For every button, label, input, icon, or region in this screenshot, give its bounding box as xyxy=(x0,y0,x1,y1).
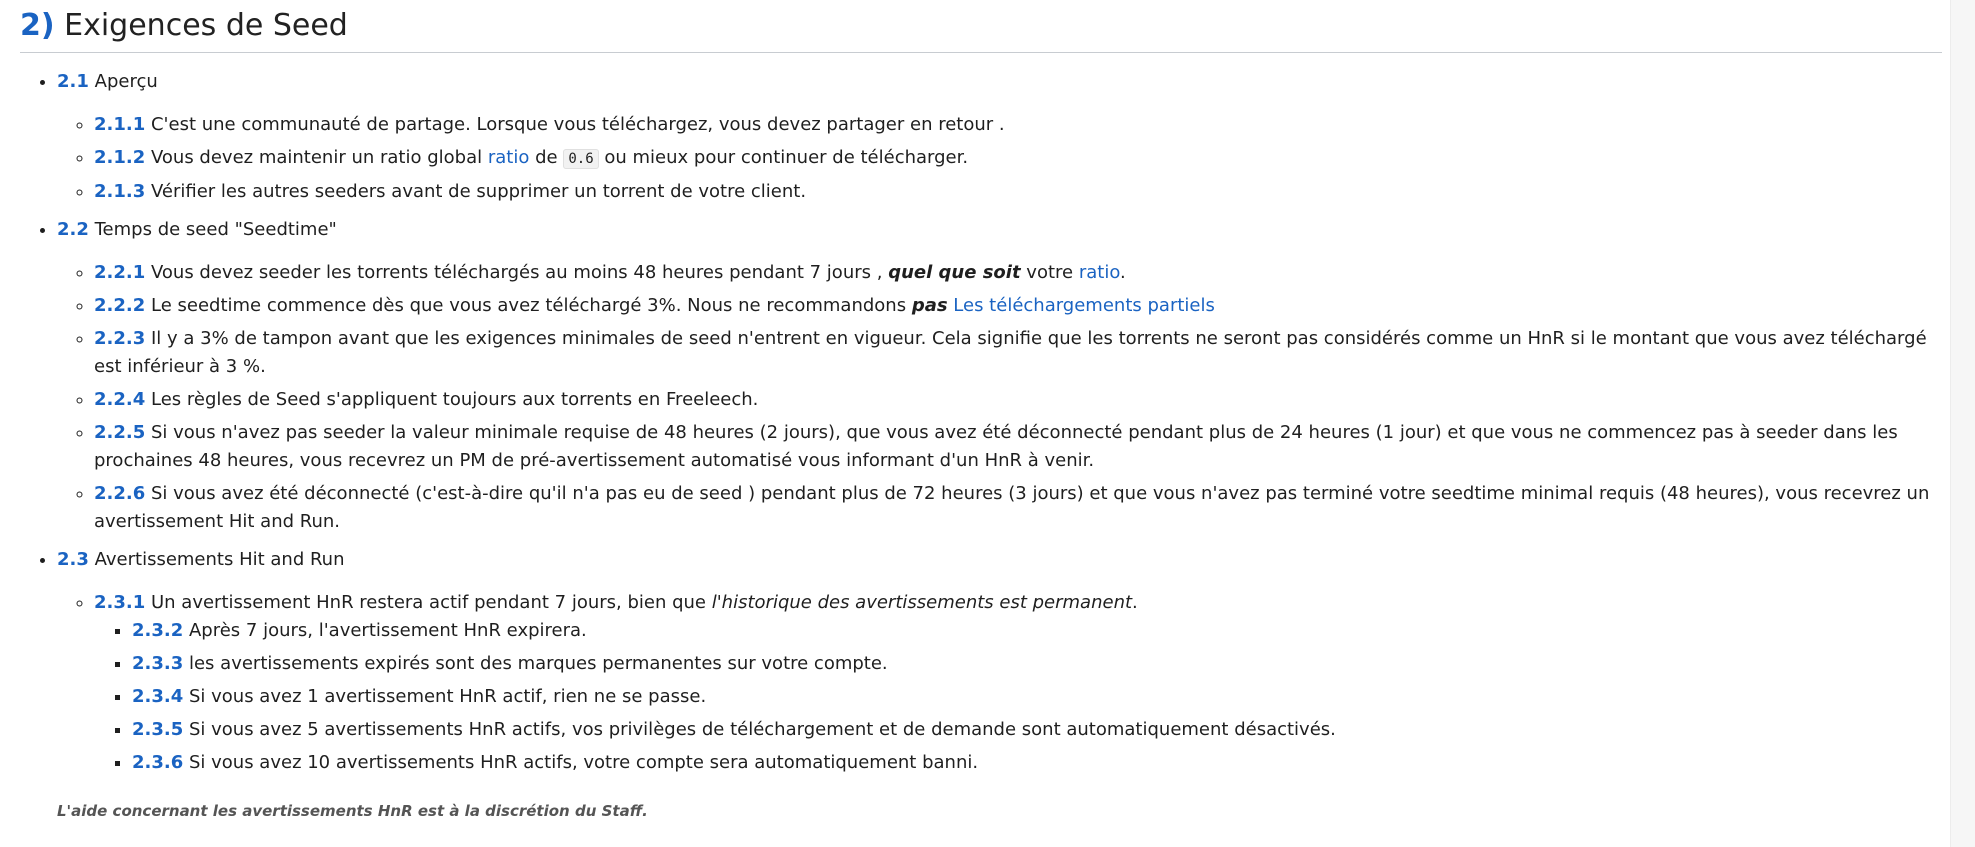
rule-text: Il y a 3% de tampon avant que les exigences minimales de seed n'entrent en vigueur. Cela signifie que les torrents ne seront pas considérés comme un HnR si le montant que vous avez téléchargé est inférieur à 3 %. xyxy=(94,328,1927,377)
rule-text: Vérifier les autres seeders avant de supprimer un torrent de votre client. xyxy=(150,181,807,202)
section-heading xyxy=(20,0,1942,53)
rule-number-link[interactable]: 2.1.1 xyxy=(94,114,146,135)
rule-number-link[interactable]: 2.3.5 xyxy=(132,719,184,740)
partial-downloads-link[interactable]: Les téléchargements partiels xyxy=(953,295,1215,316)
rule-item xyxy=(132,650,1942,678)
rule-item xyxy=(94,178,1942,206)
rule-text: Vous devez seeder les torrents téléchargés au moins 48 heures pendant 7 jours , xyxy=(150,262,883,283)
rule-number-link[interactable]: 2.3.1 xyxy=(94,592,146,613)
rule-item xyxy=(94,480,1942,536)
rules-content xyxy=(20,0,1942,825)
page-scrollbar[interactable] xyxy=(1950,0,1975,847)
section-2-2 xyxy=(57,216,1942,536)
rule-number-link[interactable]: 2.2.3 xyxy=(94,328,146,349)
sublist xyxy=(57,111,1942,206)
rule-number-link[interactable]: 2.3.6 xyxy=(132,752,184,773)
rule-item xyxy=(94,589,1942,777)
rule-number-link[interactable]: 2.3.2 xyxy=(132,620,184,641)
rule-text: Les règles de Seed s'appliquent toujours aux torrents en Freeleech. xyxy=(150,389,759,410)
rule-text: . xyxy=(1120,262,1126,283)
rule-item xyxy=(94,419,1942,475)
section-2-1 xyxy=(57,68,1942,206)
sublist xyxy=(57,589,1942,777)
section-number-link[interactable]: 2.3 xyxy=(57,549,89,570)
rule-text: Après 7 jours, l'avertissement HnR expirera. xyxy=(188,620,587,641)
rule-text: de xyxy=(535,147,558,168)
rule-number-link[interactable]: 2.3.3 xyxy=(132,653,184,674)
rule-item xyxy=(94,144,1942,173)
rule-text: Si vous n'avez pas seeder la valeur minimale requise de 48 heures (2 jours), que vous avez été déconnecté pendant plus de 24 heures (1 jour) et que vous ne commencez pas à seeder dans les prochaines 48 heures, vous recevrez un PM de pré-avertissement automatisé vous informant d'un HnR à venir. xyxy=(94,422,1898,471)
section-title-text: Aperçu xyxy=(94,71,158,92)
section-number-link[interactable]: 2.1 xyxy=(57,71,89,92)
rule-text: Si vous avez 1 avertissement HnR actif, rien ne se passe. xyxy=(188,686,707,707)
rule-text: Un avertissement HnR restera actif pendant 7 jours, bien que xyxy=(150,592,706,613)
section-title xyxy=(57,216,1942,244)
emphasis-text: quel que soit xyxy=(888,262,1021,283)
emphasis-text: pas xyxy=(911,295,948,316)
rules-list xyxy=(20,68,1942,777)
rule-text: Si vous avez 5 avertissements HnR actifs, vos privilèges de téléchargement et de demande sont automatiquement désactivés. xyxy=(188,719,1336,740)
emphasis-text: l'historique des avertissements est permanent xyxy=(711,592,1133,613)
rule-item xyxy=(94,292,1942,320)
heading-title: Exigences de Seed xyxy=(64,8,348,43)
rule-text: Si vous avez 10 avertissements HnR actifs, votre compte sera automatiquement banni. xyxy=(188,752,979,773)
section-2-3 xyxy=(57,546,1942,777)
section-title-text: Temps de seed "Seedtime" xyxy=(94,219,337,240)
section-title-text: Avertissements Hit and Run xyxy=(94,549,345,570)
rule-item xyxy=(132,749,1942,777)
section-number-link[interactable]: 2.2 xyxy=(57,219,89,240)
rule-text: . xyxy=(1132,592,1138,613)
section-title xyxy=(57,68,1942,96)
rule-item xyxy=(132,716,1942,744)
rule-item xyxy=(94,259,1942,287)
rule-item xyxy=(94,325,1942,381)
section-title xyxy=(57,546,1942,574)
ratio-value: 0.6 xyxy=(563,149,598,169)
rule-item xyxy=(94,111,1942,139)
ratio-link[interactable]: ratio xyxy=(487,147,530,168)
staff-discretion-note: L'aide concernant les avertissements HnR est à la discrétion du Staff. xyxy=(57,802,648,820)
rule-number-link[interactable]: 2.2.6 xyxy=(94,483,146,504)
rule-number-link[interactable]: 2.2.1 xyxy=(94,262,146,283)
rule-number-link[interactable]: 2.1.3 xyxy=(94,181,146,202)
rule-item xyxy=(94,386,1942,414)
rule-text: Vous devez maintenir un ratio global xyxy=(150,147,483,168)
sublist xyxy=(57,259,1942,536)
rule-text: C'est une communauté de partage. Lorsque vous téléchargez, vous devez partager en retour . xyxy=(150,114,1005,135)
rule-item xyxy=(132,617,1942,645)
rule-number-link[interactable]: 2.2.2 xyxy=(94,295,146,316)
rule-number-link[interactable]: 2.1.2 xyxy=(94,147,146,168)
rule-text: Le seedtime commence dès que vous avez téléchargé 3%. Nous ne recommandons xyxy=(150,295,907,316)
rule-text: ou mieux pour continuer de télécharger. xyxy=(604,147,969,168)
rule-text: les avertissements expirés sont des marques permanentes sur votre compte. xyxy=(188,653,888,674)
rule-text: Si vous avez été déconnecté (c'est-à-dire qu'il n'a pas eu de seed ) pendant plus de 72 heures (3 jours) et que vous n'avez pas terminé votre seedtime minimal requis (48 heures), vous recevrez un avertissement Hit and Run. xyxy=(94,483,1930,532)
heading-number[interactable]: 2) xyxy=(20,8,55,43)
rule-number-link[interactable]: 2.2.5 xyxy=(94,422,146,443)
rule-item xyxy=(132,683,1942,711)
rule-text: votre xyxy=(1026,262,1074,283)
rule-number-link[interactable]: 2.2.4 xyxy=(94,389,146,410)
nested-sublist xyxy=(94,617,1942,777)
ratio-link[interactable]: ratio xyxy=(1078,262,1121,283)
rule-number-link[interactable]: 2.3.4 xyxy=(132,686,184,707)
